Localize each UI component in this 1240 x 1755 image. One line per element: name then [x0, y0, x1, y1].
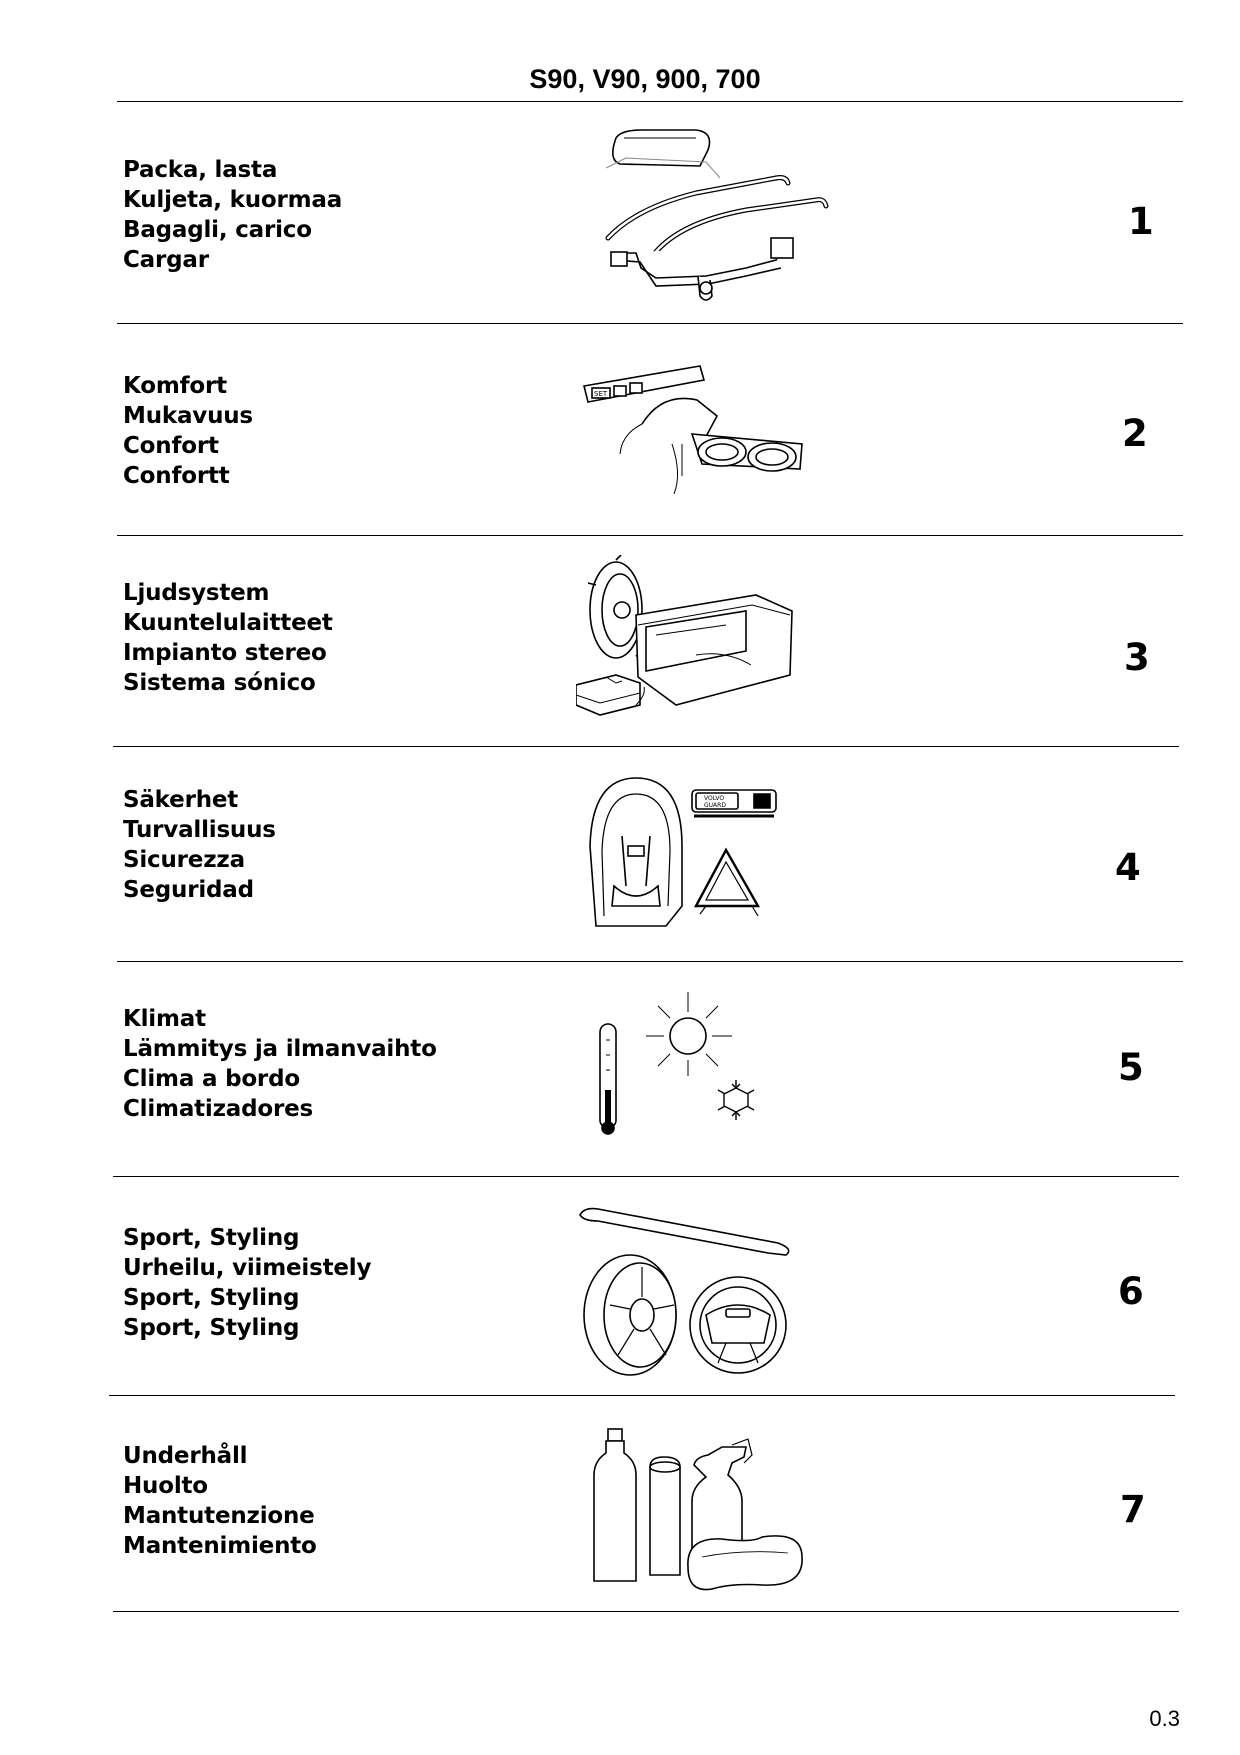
section-divider: [117, 535, 1183, 536]
section-label: Sport, Styling: [123, 1285, 300, 1311]
maintenance-illustration: [592, 1427, 812, 1592]
section-label: Urheilu, viimeistely: [123, 1255, 372, 1281]
page-title: S90, V90, 900, 700: [529, 64, 761, 94]
section-label: Mukavuus: [123, 403, 253, 429]
section-label: Lämmitys ja ilmanvaihto: [123, 1036, 437, 1062]
section-label: Klimat: [123, 1006, 206, 1032]
climate-illustration: [596, 990, 776, 1140]
sport-styling-illustration: [578, 1205, 808, 1380]
section-divider: [109, 1395, 1175, 1396]
section-4-labels: [123, 785, 276, 905]
section-label: Packa, lasta: [123, 157, 278, 183]
section-divider: [117, 961, 1183, 962]
cruise-set-label: SET: [594, 390, 608, 398]
section-label: Seguridad: [123, 877, 254, 903]
section-label: Underhåll: [123, 1443, 248, 1469]
section-divider: [113, 746, 1179, 747]
section-label: Kuuntelulaitteet: [123, 610, 333, 636]
section-divider: [113, 1176, 1179, 1177]
section-5-number: 5: [1118, 1046, 1144, 1089]
section-label: Sport, Styling: [123, 1315, 300, 1341]
section-5-labels: [123, 1004, 437, 1124]
section-label: Sport, Styling: [123, 1225, 300, 1251]
roofbox-towbar-illustration: [596, 128, 836, 303]
section-label: Turvallisuus: [123, 817, 276, 843]
section-6-labels: [123, 1223, 371, 1343]
section-label: Confortt: [123, 463, 230, 489]
section-3-number: 3: [1124, 636, 1150, 679]
safety-illustration: [586, 776, 786, 936]
audio-system-illustration: [576, 555, 796, 720]
section-1-labels: [123, 155, 342, 275]
section-label: Clima a bordo: [123, 1066, 300, 1092]
header-rule: [117, 101, 1183, 102]
section-label: Säkerhet: [123, 787, 239, 813]
section-7-number: 7: [1120, 1488, 1146, 1531]
section-label: Climatizadores: [123, 1096, 314, 1122]
section-label: Bagagli, carico: [123, 217, 312, 243]
section-label: Impianto stereo: [123, 640, 327, 666]
section-label: Sicurezza: [123, 847, 245, 873]
section-label: Komfort: [123, 373, 227, 399]
section-label: Sistema sónico: [123, 670, 316, 696]
guard-name-label: GUARD: [704, 802, 726, 809]
guard-brand-label: VOLVO: [704, 795, 725, 802]
section-label: Mantenimiento: [123, 1533, 317, 1559]
section-label: Ljudsystem: [123, 580, 270, 606]
section-3-labels: [123, 578, 333, 698]
section-4-number: 4: [1115, 846, 1141, 889]
section-label: Mantutenzione: [123, 1503, 315, 1529]
page-number: 0.3: [1149, 1706, 1180, 1731]
section-2-number: 2: [1122, 412, 1148, 455]
cruise-cupholder-illustration: [582, 364, 812, 499]
section-1-number: 1: [1128, 200, 1154, 243]
section-label: Cargar: [123, 247, 209, 273]
section-2-labels: [123, 371, 253, 491]
section-6-number: 6: [1118, 1270, 1144, 1313]
section-label: Huolto: [123, 1473, 208, 1499]
section-divider: [117, 323, 1183, 324]
section-divider: [113, 1611, 1179, 1612]
section-7-labels: [123, 1441, 317, 1561]
section-label: Kuljeta, kuormaa: [123, 187, 343, 213]
section-label: Confort: [123, 433, 219, 459]
